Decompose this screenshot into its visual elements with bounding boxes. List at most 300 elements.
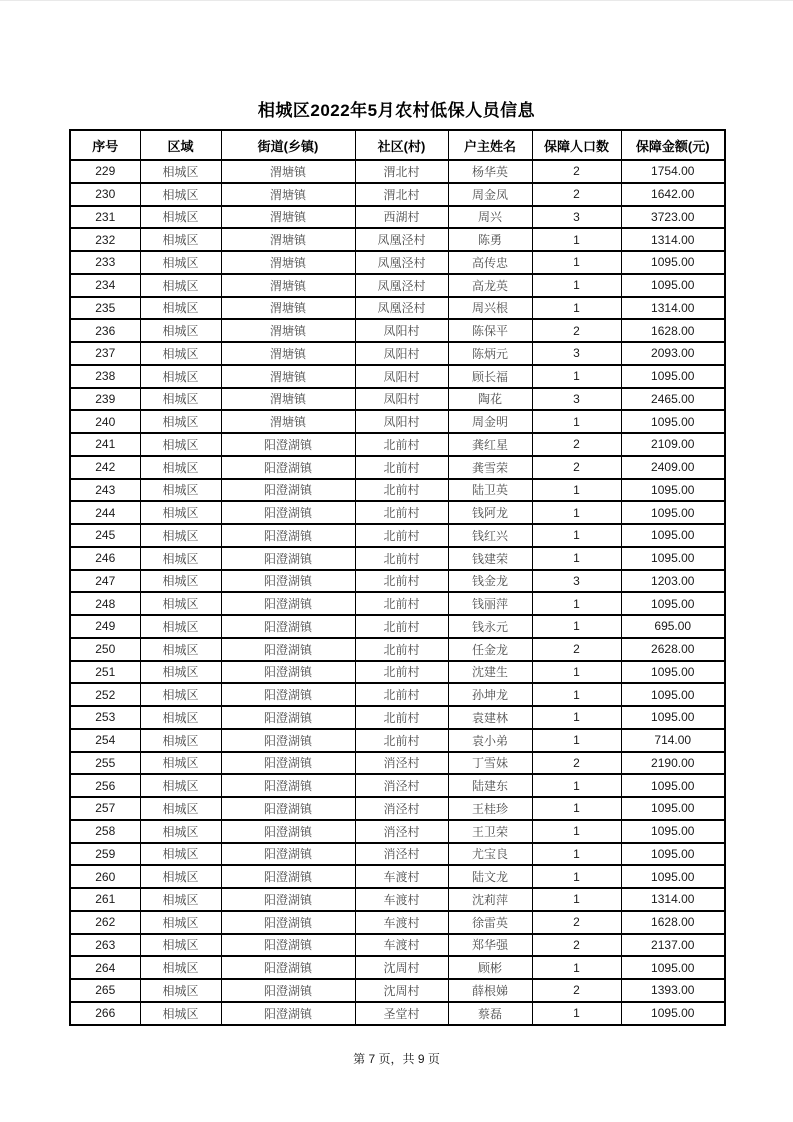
table-cell: 236 <box>70 319 140 342</box>
table-cell: 陆建东 <box>448 774 532 797</box>
table-cell: 1 <box>532 274 621 297</box>
page-number-footer: 第 7 页，共 9 页 <box>353 1052 440 1066</box>
table-row <box>70 865 725 888</box>
table-row <box>70 797 725 820</box>
table-cell: 2465.00 <box>621 388 725 411</box>
table-cell: 周兴 <box>448 206 532 229</box>
table-cell: 相城区 <box>140 501 221 524</box>
table-row <box>70 479 725 502</box>
table-cell: 阳澄湖镇 <box>221 797 355 820</box>
table-cell: 阳澄湖镇 <box>221 1002 355 1025</box>
table-row <box>70 911 725 934</box>
table-cell: 1628.00 <box>621 319 725 342</box>
table-row <box>70 433 725 456</box>
table-cell: 北前村 <box>355 683 448 706</box>
table-cell: 相城区 <box>140 979 221 1002</box>
table-cell: 阳澄湖镇 <box>221 774 355 797</box>
table-cell: 2 <box>532 319 621 342</box>
table-row <box>70 251 725 274</box>
table-cell: 消泾村 <box>355 774 448 797</box>
table-row <box>70 820 725 843</box>
table-cell: 沈莉萍 <box>448 888 532 911</box>
page-title: 相城区2022年5月农村低保人员信息 <box>257 101 536 120</box>
table-cell: 246 <box>70 547 140 570</box>
table-cell: 陆文龙 <box>448 865 532 888</box>
table-cell: 2190.00 <box>621 752 725 775</box>
table-row <box>70 615 725 638</box>
table-cell: 251 <box>70 661 140 684</box>
table-cell: 尤宝良 <box>448 843 532 866</box>
table-cell: 相城区 <box>140 388 221 411</box>
table-cell: 沈建生 <box>448 661 532 684</box>
table-cell: 相城区 <box>140 752 221 775</box>
table-cell: 相城区 <box>140 638 221 661</box>
table-cell: 相城区 <box>140 843 221 866</box>
table-cell: 北前村 <box>355 729 448 752</box>
column-header-headcount: 保障人口数 <box>532 130 621 160</box>
table-cell: 北前村 <box>355 615 448 638</box>
table-cell: 凤凰泾村 <box>355 228 448 251</box>
table-cell: 2628.00 <box>621 638 725 661</box>
table-cell: 渭塘镇 <box>221 410 355 433</box>
table-cell: 1095.00 <box>621 524 725 547</box>
table-row <box>70 365 725 388</box>
table-cell: 杨华英 <box>448 160 532 183</box>
table-row <box>70 297 725 320</box>
table-cell: 高传忠 <box>448 251 532 274</box>
table-cell: 消泾村 <box>355 843 448 866</box>
table-cell: 阳澄湖镇 <box>221 956 355 979</box>
table-cell: 1 <box>532 1002 621 1025</box>
table-cell: 1 <box>532 547 621 570</box>
table-cell: 王桂珍 <box>448 797 532 820</box>
table-row <box>70 934 725 957</box>
table-cell: 相城区 <box>140 342 221 365</box>
table-cell: 阳澄湖镇 <box>221 501 355 524</box>
table-cell: 257 <box>70 797 140 820</box>
table-cell: 沈周村 <box>355 956 448 979</box>
table-cell: 凤阳村 <box>355 319 448 342</box>
table-cell: 263 <box>70 934 140 957</box>
table-row <box>70 956 725 979</box>
table-cell: 北前村 <box>355 661 448 684</box>
table-cell: 3 <box>532 388 621 411</box>
table-cell: 262 <box>70 911 140 934</box>
table-cell: 阳澄湖镇 <box>221 547 355 570</box>
table-row <box>70 979 725 1002</box>
table-cell: 相城区 <box>140 570 221 593</box>
table-cell: 2093.00 <box>621 342 725 365</box>
table-cell: 252 <box>70 683 140 706</box>
table-cell: 渭北村 <box>355 183 448 206</box>
table-cell: 薛根娣 <box>448 979 532 1002</box>
table-row <box>70 683 725 706</box>
table-cell: 蔡磊 <box>448 1002 532 1025</box>
table-cell: 254 <box>70 729 140 752</box>
table-cell: 北前村 <box>355 501 448 524</box>
table-cell: 1 <box>532 479 621 502</box>
table-cell: 相城区 <box>140 524 221 547</box>
table-cell: 凤凰泾村 <box>355 297 448 320</box>
table-cell: 消泾村 <box>355 752 448 775</box>
table-cell: 渭塘镇 <box>221 319 355 342</box>
table-cell: 2 <box>532 979 621 1002</box>
table-cell: 1 <box>532 228 621 251</box>
table-row <box>70 206 725 229</box>
table-cell: 265 <box>70 979 140 1002</box>
table-cell: 249 <box>70 615 140 638</box>
table-cell: 阳澄湖镇 <box>221 865 355 888</box>
table-cell: 龚红星 <box>448 433 532 456</box>
table-cell: 1 <box>532 365 621 388</box>
table-cell: 北前村 <box>355 706 448 729</box>
table-row <box>70 729 725 752</box>
table-cell: 1095.00 <box>621 683 725 706</box>
table-cell: 242 <box>70 456 140 479</box>
table-cell: 相城区 <box>140 820 221 843</box>
table-cell: 陈勇 <box>448 228 532 251</box>
table-cell: 相城区 <box>140 888 221 911</box>
table-cell: 渭塘镇 <box>221 206 355 229</box>
table-cell: 230 <box>70 183 140 206</box>
table-cell: 1314.00 <box>621 297 725 320</box>
table-cell: 1 <box>532 297 621 320</box>
table-cell: 260 <box>70 865 140 888</box>
table-cell: 郑华强 <box>448 934 532 957</box>
table-cell: 1642.00 <box>621 183 725 206</box>
table-cell: 阳澄湖镇 <box>221 615 355 638</box>
table-cell: 渭塘镇 <box>221 342 355 365</box>
table-cell: 1314.00 <box>621 228 725 251</box>
table-cell: 阳澄湖镇 <box>221 888 355 911</box>
table-cell: 3723.00 <box>621 206 725 229</box>
table-cell: 234 <box>70 274 140 297</box>
table-cell: 阳澄湖镇 <box>221 979 355 1002</box>
table-row <box>70 888 725 911</box>
table-cell: 248 <box>70 592 140 615</box>
table-cell: 相城区 <box>140 297 221 320</box>
table-cell: 1 <box>532 820 621 843</box>
table-cell: 1393.00 <box>621 979 725 1002</box>
table-cell: 相城区 <box>140 683 221 706</box>
table-row <box>70 706 725 729</box>
table-cell: 北前村 <box>355 638 448 661</box>
table-cell: 1095.00 <box>621 1002 725 1025</box>
table-cell: 相城区 <box>140 479 221 502</box>
table-cell: 渭塘镇 <box>221 228 355 251</box>
table-cell: 261 <box>70 888 140 911</box>
table-cell: 相城区 <box>140 592 221 615</box>
table-cell: 阳澄湖镇 <box>221 706 355 729</box>
table-cell: 圣堂村 <box>355 1002 448 1025</box>
table-cell: 1095.00 <box>621 410 725 433</box>
table-cell: 周金凤 <box>448 183 532 206</box>
table-cell: 241 <box>70 433 140 456</box>
table-row <box>70 342 725 365</box>
table-cell: 1095.00 <box>621 843 725 866</box>
table-cell: 相城区 <box>140 160 221 183</box>
column-header-region: 区域 <box>140 130 221 160</box>
table-row <box>70 638 725 661</box>
table-cell: 1 <box>532 729 621 752</box>
table-cell: 232 <box>70 228 140 251</box>
table-cell: 231 <box>70 206 140 229</box>
table-cell: 徐雷英 <box>448 911 532 934</box>
table-cell: 1095.00 <box>621 865 725 888</box>
table-header <box>70 130 725 160</box>
table-cell: 钱永元 <box>448 615 532 638</box>
table-cell: 凤阳村 <box>355 388 448 411</box>
table-cell: 1 <box>532 888 621 911</box>
table-cell: 相城区 <box>140 956 221 979</box>
table-cell: 阳澄湖镇 <box>221 479 355 502</box>
table-cell: 1095.00 <box>621 820 725 843</box>
table-cell: 1095.00 <box>621 592 725 615</box>
table-cell: 相城区 <box>140 661 221 684</box>
table-cell: 高龙英 <box>448 274 532 297</box>
table-cell: 袁建林 <box>448 706 532 729</box>
column-header-name: 户主姓名 <box>448 130 532 160</box>
table-cell: 1314.00 <box>621 888 725 911</box>
table-cell: 车渡村 <box>355 888 448 911</box>
table-cell: 相城区 <box>140 365 221 388</box>
table-cell: 1095.00 <box>621 774 725 797</box>
table-cell: 顾长福 <box>448 365 532 388</box>
table-cell: 2 <box>532 638 621 661</box>
table-cell: 相城区 <box>140 433 221 456</box>
table-cell: 相城区 <box>140 774 221 797</box>
table-cell: 1 <box>532 956 621 979</box>
table-cell: 1095.00 <box>621 365 725 388</box>
table-cell: 1 <box>532 592 621 615</box>
table-cell: 3 <box>532 570 621 593</box>
table-cell: 相城区 <box>140 183 221 206</box>
table-cell: 1 <box>532 410 621 433</box>
table-row <box>70 524 725 547</box>
table-body <box>70 160 725 1025</box>
table-cell: 渭塘镇 <box>221 297 355 320</box>
table-cell: 凤阳村 <box>355 365 448 388</box>
table-cell: 240 <box>70 410 140 433</box>
column-header-street: 街道(乡镇) <box>221 130 355 160</box>
table-cell: 243 <box>70 479 140 502</box>
table-cell: 袁小弟 <box>448 729 532 752</box>
table-cell: 阳澄湖镇 <box>221 752 355 775</box>
table-row <box>70 547 725 570</box>
table-cell: 相城区 <box>140 934 221 957</box>
table-cell: 1 <box>532 706 621 729</box>
table-cell: 北前村 <box>355 524 448 547</box>
table-cell: 相城区 <box>140 706 221 729</box>
table-row <box>70 183 725 206</box>
table-cell: 凤凰泾村 <box>355 251 448 274</box>
table-cell: 695.00 <box>621 615 725 638</box>
table-cell: 1 <box>532 797 621 820</box>
table-cell: 1095.00 <box>621 661 725 684</box>
table-cell: 丁雪妹 <box>448 752 532 775</box>
column-header-amount: 保障金额(元) <box>621 130 725 160</box>
table-cell: 车渡村 <box>355 934 448 957</box>
table-cell: 钱丽萍 <box>448 592 532 615</box>
table-cell: 北前村 <box>355 433 448 456</box>
column-header-village: 社区(村) <box>355 130 448 160</box>
table-cell: 255 <box>70 752 140 775</box>
table-cell: 阳澄湖镇 <box>221 820 355 843</box>
table-cell: 1 <box>532 843 621 866</box>
table-cell: 顾彬 <box>448 956 532 979</box>
table-cell: 1 <box>532 615 621 638</box>
table-cell: 阳澄湖镇 <box>221 456 355 479</box>
table-cell: 钱建荣 <box>448 547 532 570</box>
table-cell: 渭塘镇 <box>221 274 355 297</box>
table-cell: 孙坤龙 <box>448 683 532 706</box>
table-cell: 相城区 <box>140 547 221 570</box>
table-cell: 3 <box>532 342 621 365</box>
table-cell: 2 <box>532 934 621 957</box>
table-cell: 2 <box>532 183 621 206</box>
table-cell: 阳澄湖镇 <box>221 592 355 615</box>
table-cell: 2137.00 <box>621 934 725 957</box>
table-cell: 239 <box>70 388 140 411</box>
table-cell: 陈炳元 <box>448 342 532 365</box>
table-cell: 任金龙 <box>448 638 532 661</box>
table-cell: 阳澄湖镇 <box>221 911 355 934</box>
table-cell: 阳澄湖镇 <box>221 843 355 866</box>
table-cell: 1 <box>532 774 621 797</box>
table-cell: 264 <box>70 956 140 979</box>
table-cell: 周兴根 <box>448 297 532 320</box>
table-cell: 1095.00 <box>621 501 725 524</box>
table-cell: 256 <box>70 774 140 797</box>
table-cell: 1095.00 <box>621 479 725 502</box>
table-cell: 1628.00 <box>621 911 725 934</box>
table-cell: 1 <box>532 661 621 684</box>
table-row <box>70 410 725 433</box>
table-row <box>70 388 725 411</box>
table-cell: 1095.00 <box>621 956 725 979</box>
table-cell: 渭塘镇 <box>221 251 355 274</box>
table-cell: 2409.00 <box>621 456 725 479</box>
table-cell: 北前村 <box>355 592 448 615</box>
table-cell: 229 <box>70 160 140 183</box>
table-cell: 1095.00 <box>621 274 725 297</box>
table-cell: 北前村 <box>355 547 448 570</box>
table-cell: 阳澄湖镇 <box>221 638 355 661</box>
table-row <box>70 592 725 615</box>
table-cell: 周金明 <box>448 410 532 433</box>
table-row <box>70 843 725 866</box>
table-row <box>70 456 725 479</box>
table-cell: 钱阿龙 <box>448 501 532 524</box>
table-cell: 245 <box>70 524 140 547</box>
table-cell: 消泾村 <box>355 797 448 820</box>
table-cell: 233 <box>70 251 140 274</box>
table-cell: 车渡村 <box>355 911 448 934</box>
table-cell: 相城区 <box>140 319 221 342</box>
table-cell: 1 <box>532 683 621 706</box>
table-cell: 244 <box>70 501 140 524</box>
table-row <box>70 1002 725 1025</box>
table-row <box>70 160 725 183</box>
table-cell: 2109.00 <box>621 433 725 456</box>
table-cell: 相城区 <box>140 865 221 888</box>
table-cell: 相城区 <box>140 456 221 479</box>
table-cell: 阳澄湖镇 <box>221 524 355 547</box>
table-row <box>70 661 725 684</box>
table-cell: 北前村 <box>355 479 448 502</box>
table-cell: 2 <box>532 752 621 775</box>
table-cell: 渭塘镇 <box>221 183 355 206</box>
table-cell: 相城区 <box>140 1002 221 1025</box>
table-cell: 凤阳村 <box>355 410 448 433</box>
table-row <box>70 319 725 342</box>
table-cell: 钱金龙 <box>448 570 532 593</box>
table-cell: 相城区 <box>140 615 221 638</box>
table-row <box>70 501 725 524</box>
table-cell: 253 <box>70 706 140 729</box>
table-cell: 1095.00 <box>621 706 725 729</box>
table-cell: 238 <box>70 365 140 388</box>
table-row <box>70 752 725 775</box>
table-cell: 相城区 <box>140 410 221 433</box>
table-cell: 消泾村 <box>355 820 448 843</box>
table-cell: 阳澄湖镇 <box>221 433 355 456</box>
table-cell: 247 <box>70 570 140 593</box>
table-cell: 2 <box>532 160 621 183</box>
table-cell: 沈周村 <box>355 979 448 1002</box>
table-cell: 1203.00 <box>621 570 725 593</box>
table-cell: 714.00 <box>621 729 725 752</box>
table-cell: 西湖村 <box>355 206 448 229</box>
table-cell: 车渡村 <box>355 865 448 888</box>
table-cell: 陈保平 <box>448 319 532 342</box>
table-cell: 相城区 <box>140 274 221 297</box>
table-cell: 渭塘镇 <box>221 388 355 411</box>
table-cell: 相城区 <box>140 251 221 274</box>
table-row <box>70 570 725 593</box>
table-header-row <box>70 130 725 160</box>
table-cell: 1754.00 <box>621 160 725 183</box>
table-cell: 259 <box>70 843 140 866</box>
table-row <box>70 774 725 797</box>
table-cell: 3 <box>532 206 621 229</box>
table-cell: 陆卫英 <box>448 479 532 502</box>
table-cell: 阳澄湖镇 <box>221 934 355 957</box>
table-cell: 北前村 <box>355 456 448 479</box>
table-cell: 相城区 <box>140 228 221 251</box>
table-cell: 2 <box>532 433 621 456</box>
table-cell: 相城区 <box>140 911 221 934</box>
table-cell: 阳澄湖镇 <box>221 729 355 752</box>
table-cell: 250 <box>70 638 140 661</box>
welfare-table <box>69 129 726 1026</box>
table-row <box>70 228 725 251</box>
table-cell: 钱红兴 <box>448 524 532 547</box>
table-cell: 阳澄湖镇 <box>221 570 355 593</box>
table-cell: 266 <box>70 1002 140 1025</box>
table-cell: 2 <box>532 456 621 479</box>
table-row <box>70 274 725 297</box>
table-cell: 1095.00 <box>621 251 725 274</box>
table-cell: 阳澄湖镇 <box>221 661 355 684</box>
table-cell: 凤阳村 <box>355 342 448 365</box>
table-cell: 237 <box>70 342 140 365</box>
table-cell: 陶花 <box>448 388 532 411</box>
table-cell: 渭塘镇 <box>221 160 355 183</box>
table-cell: 王卫荣 <box>448 820 532 843</box>
table-cell: 1 <box>532 501 621 524</box>
table-cell: 渭塘镇 <box>221 365 355 388</box>
